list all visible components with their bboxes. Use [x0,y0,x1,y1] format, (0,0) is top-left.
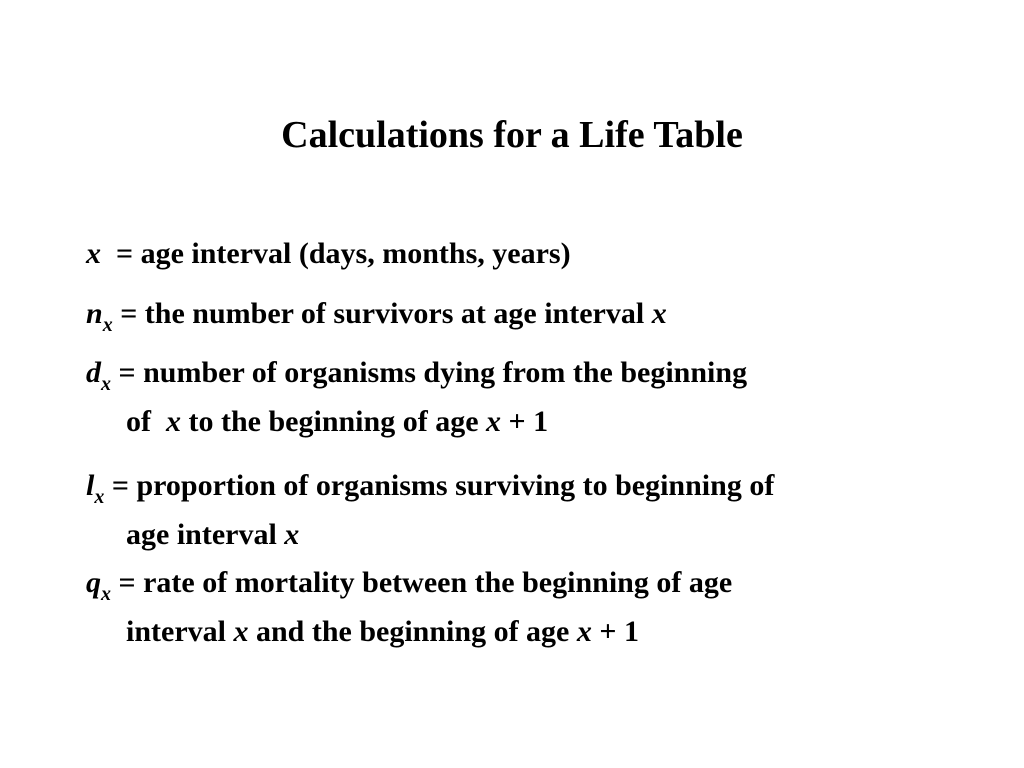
subscript-x: x [101,583,111,605]
definition-nx [86,291,966,340]
symbol-q: q [86,566,101,599]
definition-x-text: = age interval (days, months, years) [116,237,571,270]
definition-lx-line2-pre: age interval [126,518,277,551]
definition-qx [86,560,966,654]
definition-qx-line2-post: + 1 [599,615,639,648]
definition-lx-text: = proportion of organisms surviving to beginning of [111,469,775,502]
variable-x: x [651,297,667,330]
definition-dx-text: = number of organisms dying from the beginning [118,356,748,389]
definition-dx-line2-pre: of [126,405,151,438]
definition-nx-text: = the number of survivors at age interval [120,297,645,330]
variable-x: x [166,405,181,438]
definition-lx [86,463,966,557]
symbol-l: l [86,469,95,502]
definition-qx-line2-mid: and the beginning of age [255,615,570,648]
definition-qx-line2-pre: interval [126,615,226,648]
symbol-n: n [86,297,103,330]
variable-x: x [486,405,502,438]
definition-dx-line2-mid: to the beginning of age [188,405,479,438]
definition-dx [86,350,966,444]
subscript-x: x [101,373,111,395]
variable-x: x [576,615,592,648]
definition-qx-text: = rate of mortality between the beginning of age [118,566,733,599]
subscript-x: x [102,314,113,336]
definition-dx-line2-post: + 1 [508,405,549,438]
subscript-x: x [94,486,105,508]
variable-x: x [233,615,249,648]
variable-x: x [284,518,300,551]
symbol-x: x [86,237,101,270]
symbol-d: d [86,356,101,389]
slide-title: Calculations for a Life Table [281,114,743,156]
definition-x [86,231,966,276]
